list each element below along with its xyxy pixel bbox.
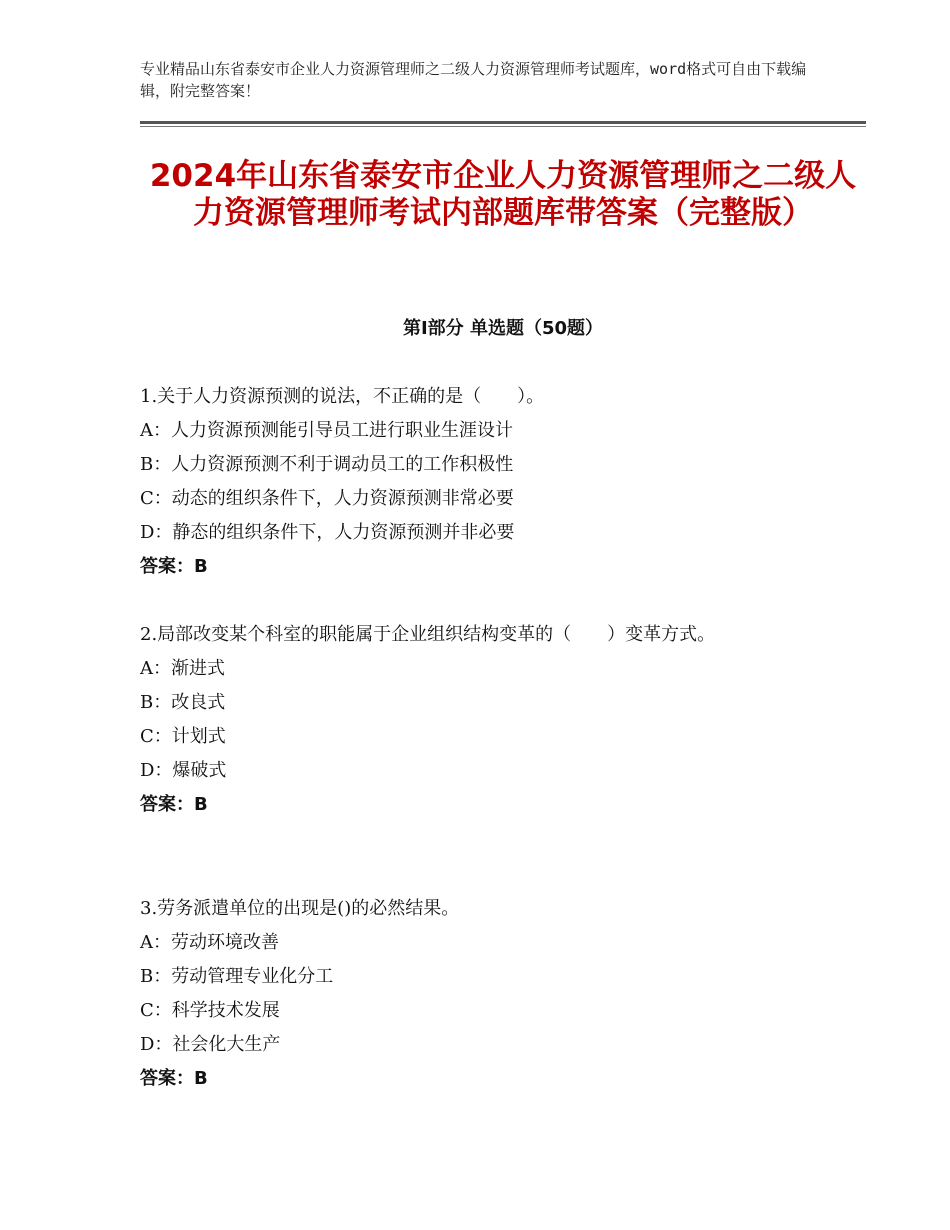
header-rule-thin <box>140 126 866 127</box>
header-rule-thick <box>140 121 866 124</box>
document-title: 2024年山东省泰安市企业人力资源管理师之二级人力资源管理师考试内部题库带答案（完整版） <box>149 158 857 231</box>
answer: 答案：B <box>140 556 208 577</box>
question-2 <box>140 618 830 822</box>
option-d: D：爆破式 <box>140 760 227 781</box>
option-b: B：改良式 <box>140 692 226 713</box>
option-d: D：静态的组织条件下，人力资源预测并非必要 <box>140 522 515 543</box>
option-a: A：劳动环境改善 <box>140 932 279 953</box>
option-a: A：人力资源预测能引导员工进行职业生涯设计 <box>140 420 513 441</box>
question-stem: 1.关于人力资源预测的说法，不正确的是（ ）。 <box>140 386 545 407</box>
option-d: D：社会化大生产 <box>140 1034 281 1055</box>
question-1 <box>140 380 830 584</box>
section-heading: 第Ⅰ部分 单选题（50题） <box>402 318 603 339</box>
option-a: A：渐进式 <box>140 658 225 679</box>
answer: 答案：B <box>140 794 208 815</box>
header-note: 专业精品山东省泰安市企业人力资源管理师之二级人力资源管理师考试题库，word格式可自由下载编辑，附完整答案！ <box>140 60 807 100</box>
option-c: C：动态的组织条件下，人力资源预测非常必要 <box>140 488 514 509</box>
answer: 答案：B <box>140 1068 208 1089</box>
document-page <box>140 0 870 1230</box>
option-b: B：劳动管理专业化分工 <box>140 966 334 987</box>
option-c: C：科学技术发展 <box>140 1000 280 1021</box>
option-c: C：计划式 <box>140 726 226 747</box>
question-stem: 3.劳务派遣单位的出现是()的必然结果。 <box>140 898 460 919</box>
option-b: B：人力资源预测不利于调动员工的工作积极性 <box>140 454 514 475</box>
question-3 <box>140 892 830 1096</box>
question-stem: 2.局部改变某个科室的职能属于企业组织结构变革的（ ）变革方式。 <box>140 624 716 645</box>
